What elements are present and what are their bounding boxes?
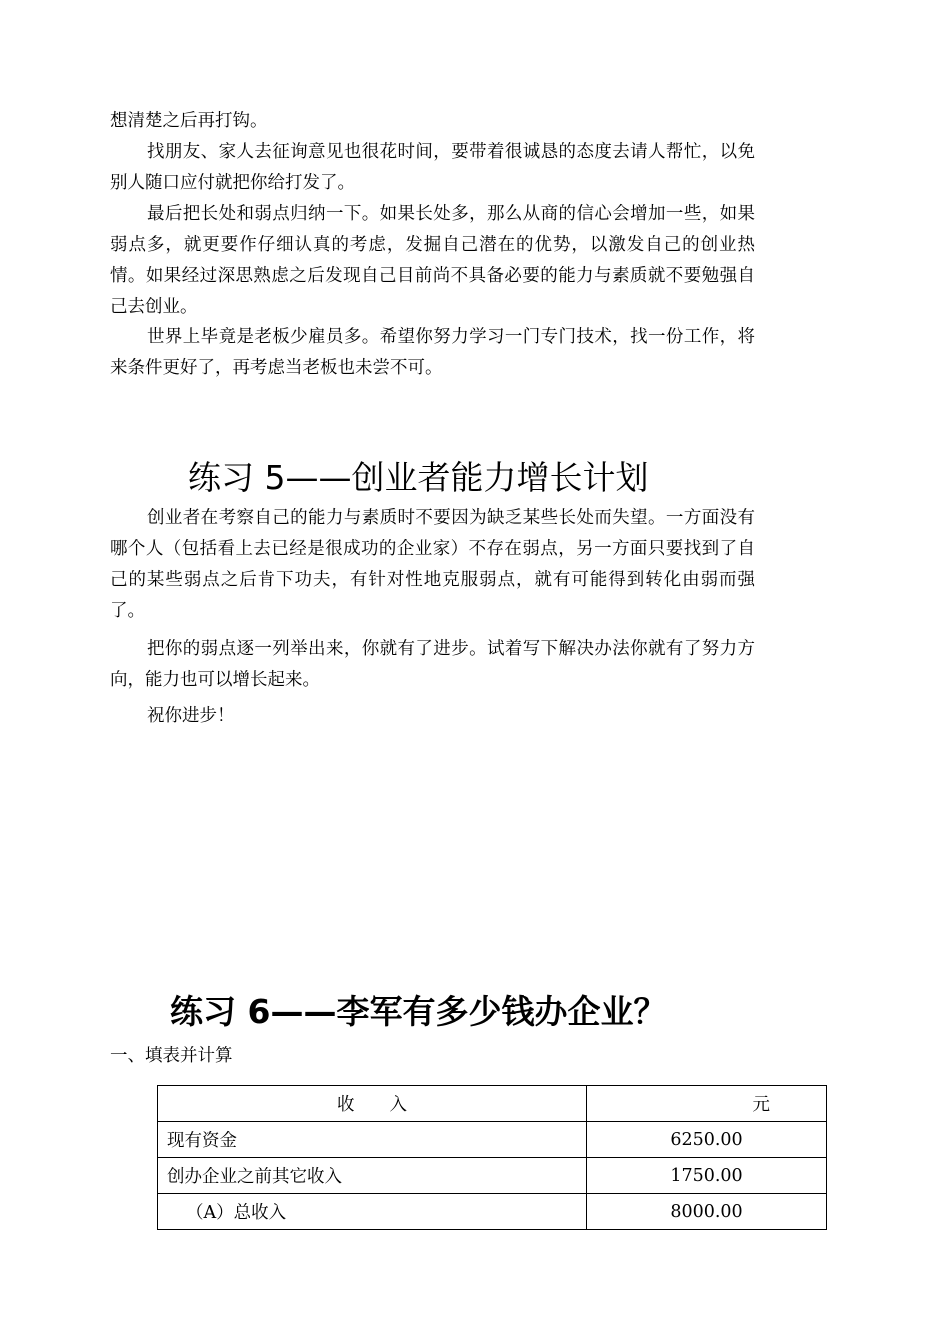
paragraph: 想清楚之后再打钩。 [110, 111, 268, 131]
table-cell-label: （A）总收入 [158, 1194, 587, 1230]
table-row [158, 1194, 827, 1230]
paragraph: 祝你进步！ [147, 706, 235, 726]
paragraph: 找朋友、家人去征询意见也很花时间，要带着很诚恳的态度去请人帮忙，以免别人随口应付就把你给打发了。 [110, 142, 755, 193]
subtitle: 一、填表并计算 [110, 1046, 233, 1066]
paragraph: 创业者在考察自己的能力与素质时不要因为缺乏某些长处而失望。一方面没有哪个人（包括看上去已经是很成功的企业家）不存在弱点，另一方面只要找到了自己的某些弱点之后肯下功夫，有针对性地克服弱点，就有可能得到转化由弱而强了。 [110, 508, 755, 621]
section-title: 练习 6——李军有多少钱办企业？ [170, 992, 667, 1031]
table-cell-value: 6250.00 [587, 1122, 827, 1158]
table-header-row [158, 1086, 827, 1122]
table-cell-value: 8000.00 [587, 1194, 827, 1230]
paragraph: 把你的弱点逐一列举出来，你就有了进步。试着写下解决办法你就有了努力方向，能力也可以增长起来。 [110, 639, 755, 690]
table-row [158, 1158, 827, 1194]
table-row [158, 1122, 827, 1158]
paragraph: 世界上毕竟是老板少雇员多。希望你努力学习一门专门技术，找一份工作，将来条件更好了，再考虑当老板也未尝不可。 [110, 327, 755, 378]
table-cell-label: 创办企业之前其它收入 [158, 1158, 587, 1194]
paragraph: 最后把长处和弱点归纳一下。如果长处多，那么从商的信心会增加一些，如果弱点多，就更要作仔细认真的考虑，发掘自己潜在的优势，以激发自己的创业热情。如果经过深思熟虑之后发现自己目前尚不具备必要的能力与素质就不要勉强自己去创业。 [110, 204, 755, 317]
table-header-cell: 元 [587, 1086, 827, 1122]
table-header-cell: 收 入 [158, 1086, 587, 1122]
section-title: 练习 5——创业者能力增长计划 [188, 458, 649, 497]
table-cell-label: 现有资金 [158, 1122, 587, 1158]
income-table [157, 1085, 827, 1230]
table-cell-value: 1750.00 [587, 1158, 827, 1194]
